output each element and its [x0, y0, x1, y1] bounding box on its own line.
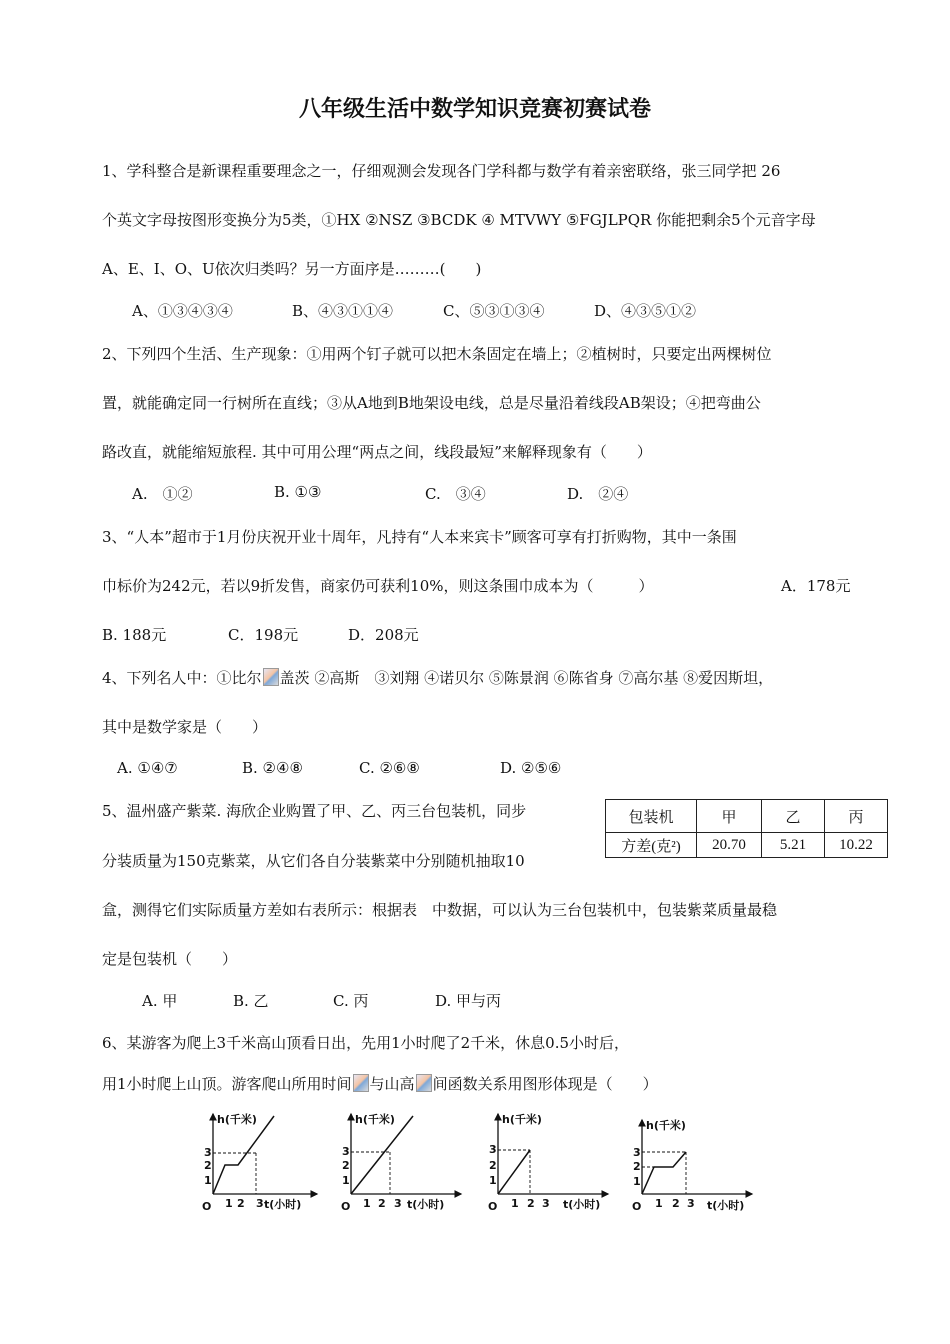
graph-d-line [642, 1152, 686, 1194]
q5-option-b: B. 乙 [233, 992, 269, 1010]
table-cell-bing: 10.22 [825, 833, 888, 858]
y-tick-1: 1 [633, 1175, 641, 1188]
table-header-yi: 乙 [762, 800, 825, 833]
q5-option-d: D. 甲与丙 [435, 992, 502, 1010]
q3-line-2: 巾标价为242元，若以9折发售，商家仍可获利10%，则这条围巾成本为（ ） [102, 577, 654, 595]
q4-line-1 [102, 667, 773, 688]
y-tick-1: 1 [489, 1174, 497, 1187]
q2-line-1: 2、下列四个生活、生产现象：①用两个钉子就可以把木条固定在墙上；②植树时，只要定出两棵树位 [102, 345, 772, 363]
q5-line-2: 分装质量为150克紫菜，从它们各自分装紫菜中分别随机抽取10 [102, 852, 525, 870]
q1-line-1: 1、学科整合是新课程重要理念之一，仔细观测会发现各门学科都与数学有着亲密联络，张三同学把 26 [102, 162, 781, 180]
q2-option-c: C. ③④ [425, 485, 486, 503]
graph-option-a [193, 1108, 323, 1218]
q2-option-a: A. ①② [132, 485, 193, 503]
x-tick-3: 3 [542, 1197, 550, 1210]
graph-option-b [337, 1108, 467, 1218]
y-tick-1: 1 [342, 1174, 350, 1187]
q4-line-1-start: 4、下列名人中：①比尔 [102, 669, 262, 687]
q2-option-d: D. ②④ [567, 485, 629, 503]
origin-label: O [341, 1200, 351, 1213]
q4-option-a: A. ①④⑦ [117, 759, 178, 777]
graph-c-line [498, 1150, 530, 1194]
q6-line-1: 6、某游客为爬上3千米高山顶看日出，先用1小时爬了2千米，休息0.5小时后， [102, 1034, 630, 1052]
q6-line-2-end: 间函数关系用图形体现是（ ） [432, 1075, 658, 1093]
variance-table-header [606, 800, 888, 833]
x-tick-3: 3 [394, 1197, 402, 1210]
exam-title: 八年级生活中数学知识竞赛初赛试卷 [298, 96, 651, 122]
x-axis-label: t(小时) [407, 1198, 445, 1211]
q3-option-a: A．178元 [781, 577, 851, 595]
x-tick-3: 3 [687, 1197, 695, 1210]
table-cell-label: 方差(克²) [606, 833, 697, 858]
q6-line-2-start: 用1小时爬上山顶。游客爬山所用时间 [102, 1075, 352, 1093]
x-tick-2: 2 [237, 1197, 245, 1210]
y-axis-label: h(千米) [355, 1113, 395, 1126]
x-tick-1: 1 [225, 1197, 233, 1210]
table-header-bing: 丙 [825, 800, 888, 833]
q1-option-c: C、⑤③①③④ [443, 302, 545, 320]
table-header-jia: 甲 [697, 800, 762, 833]
x-tick-2: 2 [378, 1197, 386, 1210]
table-cell-yi: 5.21 [762, 833, 825, 858]
y-tick-2: 2 [489, 1159, 497, 1172]
q6-line-2-mid: 与山高 [369, 1075, 415, 1093]
y-tick-3: 3 [633, 1146, 641, 1159]
y-tick-3: 3 [489, 1143, 497, 1156]
x-axis-label: t(小时) [563, 1198, 601, 1211]
q4-option-d: D. ②⑤⑥ [500, 759, 562, 777]
broken-image-icon [353, 1074, 369, 1092]
q4-option-b: B. ②④⑧ [242, 759, 303, 777]
q4-line-1-end: 盖茨 ②高斯 ③刘翔 ④诺贝尔 ⑤陈景润 ⑥陈省身 ⑦高尔基 ⑧爱因斯坦， [279, 669, 774, 687]
q5-line-3: 盒，测得它们实际质量方差如右表所示：根据表 中数据，可以认为三台包装机中，包装紫菜质量最稳 [102, 901, 778, 919]
graph-a-line [213, 1116, 274, 1194]
q5-option-a: A. 甲 [142, 992, 178, 1010]
y-tick-3: 3 [342, 1145, 350, 1158]
y-tick-1: 1 [204, 1174, 212, 1187]
variance-table-row [606, 833, 888, 858]
q3-option-c: C．198元 [228, 626, 299, 644]
x-axis-label: t(小时) [264, 1198, 302, 1211]
q1-line-2: 个英文字母按图形变换分为5类，①HX ②NSZ ③BCDK ④ MTVWY ⑤FGJLPQR 你能把剩余5个元音字母 [102, 211, 816, 229]
x-axis-label: t(小时) [707, 1199, 745, 1212]
y-axis-label: h(千米) [502, 1113, 542, 1126]
table-cell-jia: 20.70 [697, 833, 762, 858]
broken-image-icon [416, 1074, 432, 1092]
q2-line-2: 置，就能确定同一行树所在直线；③从A地到B地架设电线，总是尽量沿着线段AB架设；④把弯曲公 [102, 394, 761, 412]
graph-b-line [351, 1116, 413, 1194]
graph-option-c [484, 1108, 614, 1218]
y-tick-3: 3 [204, 1146, 212, 1159]
q6-line-2 [102, 1073, 658, 1094]
graph-option-d [628, 1108, 758, 1218]
origin-label: O [488, 1200, 498, 1213]
q5-line-1: 5、温州盛产紫菜. 海欣企业购置了甲、乙、丙三台包装机，同步 [102, 802, 527, 820]
x-tick-2: 2 [672, 1197, 680, 1210]
table-header-machine: 包装机 [606, 800, 697, 833]
q2-option-b: B. ①③ [274, 483, 322, 501]
origin-label: O [202, 1200, 212, 1213]
q1-option-b: B、④③①①④ [292, 302, 394, 320]
variance-table [605, 799, 888, 858]
q1-option-d: D、④③⑤①② [594, 302, 697, 320]
q5-line-4: 定是包装机（ ） [102, 950, 238, 968]
q4-option-c: C. ②⑥⑧ [359, 759, 420, 777]
x-tick-1: 1 [363, 1197, 371, 1210]
q5-option-c: C. 丙 [333, 992, 369, 1010]
q1-option-a: A、①③④③④ [132, 302, 233, 320]
q2-line-3: 路改直，就能缩短旅程. 其中可用公理“两点之间，线段最短”来解释现象有（ ） [102, 443, 652, 461]
origin-label: O [632, 1200, 642, 1213]
q4-line-2: 其中是数学家是（ ） [102, 718, 268, 736]
x-tick-1: 1 [511, 1197, 519, 1210]
y-axis-label: h(千米) [217, 1113, 257, 1126]
x-tick-2: 2 [527, 1197, 535, 1210]
y-axis-label: h(千米) [646, 1119, 686, 1132]
q1-line-3: A、E、I、O、U依次归类吗？另一方面序是………( ) [102, 260, 482, 278]
q3-option-d: D．208元 [348, 626, 419, 644]
y-tick-2: 2 [633, 1160, 641, 1173]
x-tick-1: 1 [655, 1197, 663, 1210]
y-tick-2: 2 [342, 1159, 350, 1172]
y-tick-2: 2 [204, 1159, 212, 1172]
q3-line-1: 3、“人本”超市于1月份庆祝开业十周年，凡持有“人本来宾卡”顾客可享有打折购物，其中一条围 [102, 528, 737, 546]
q3-option-b: B. 188元 [102, 626, 167, 644]
x-tick-3: 3 [256, 1197, 264, 1210]
broken-image-icon [263, 668, 279, 686]
